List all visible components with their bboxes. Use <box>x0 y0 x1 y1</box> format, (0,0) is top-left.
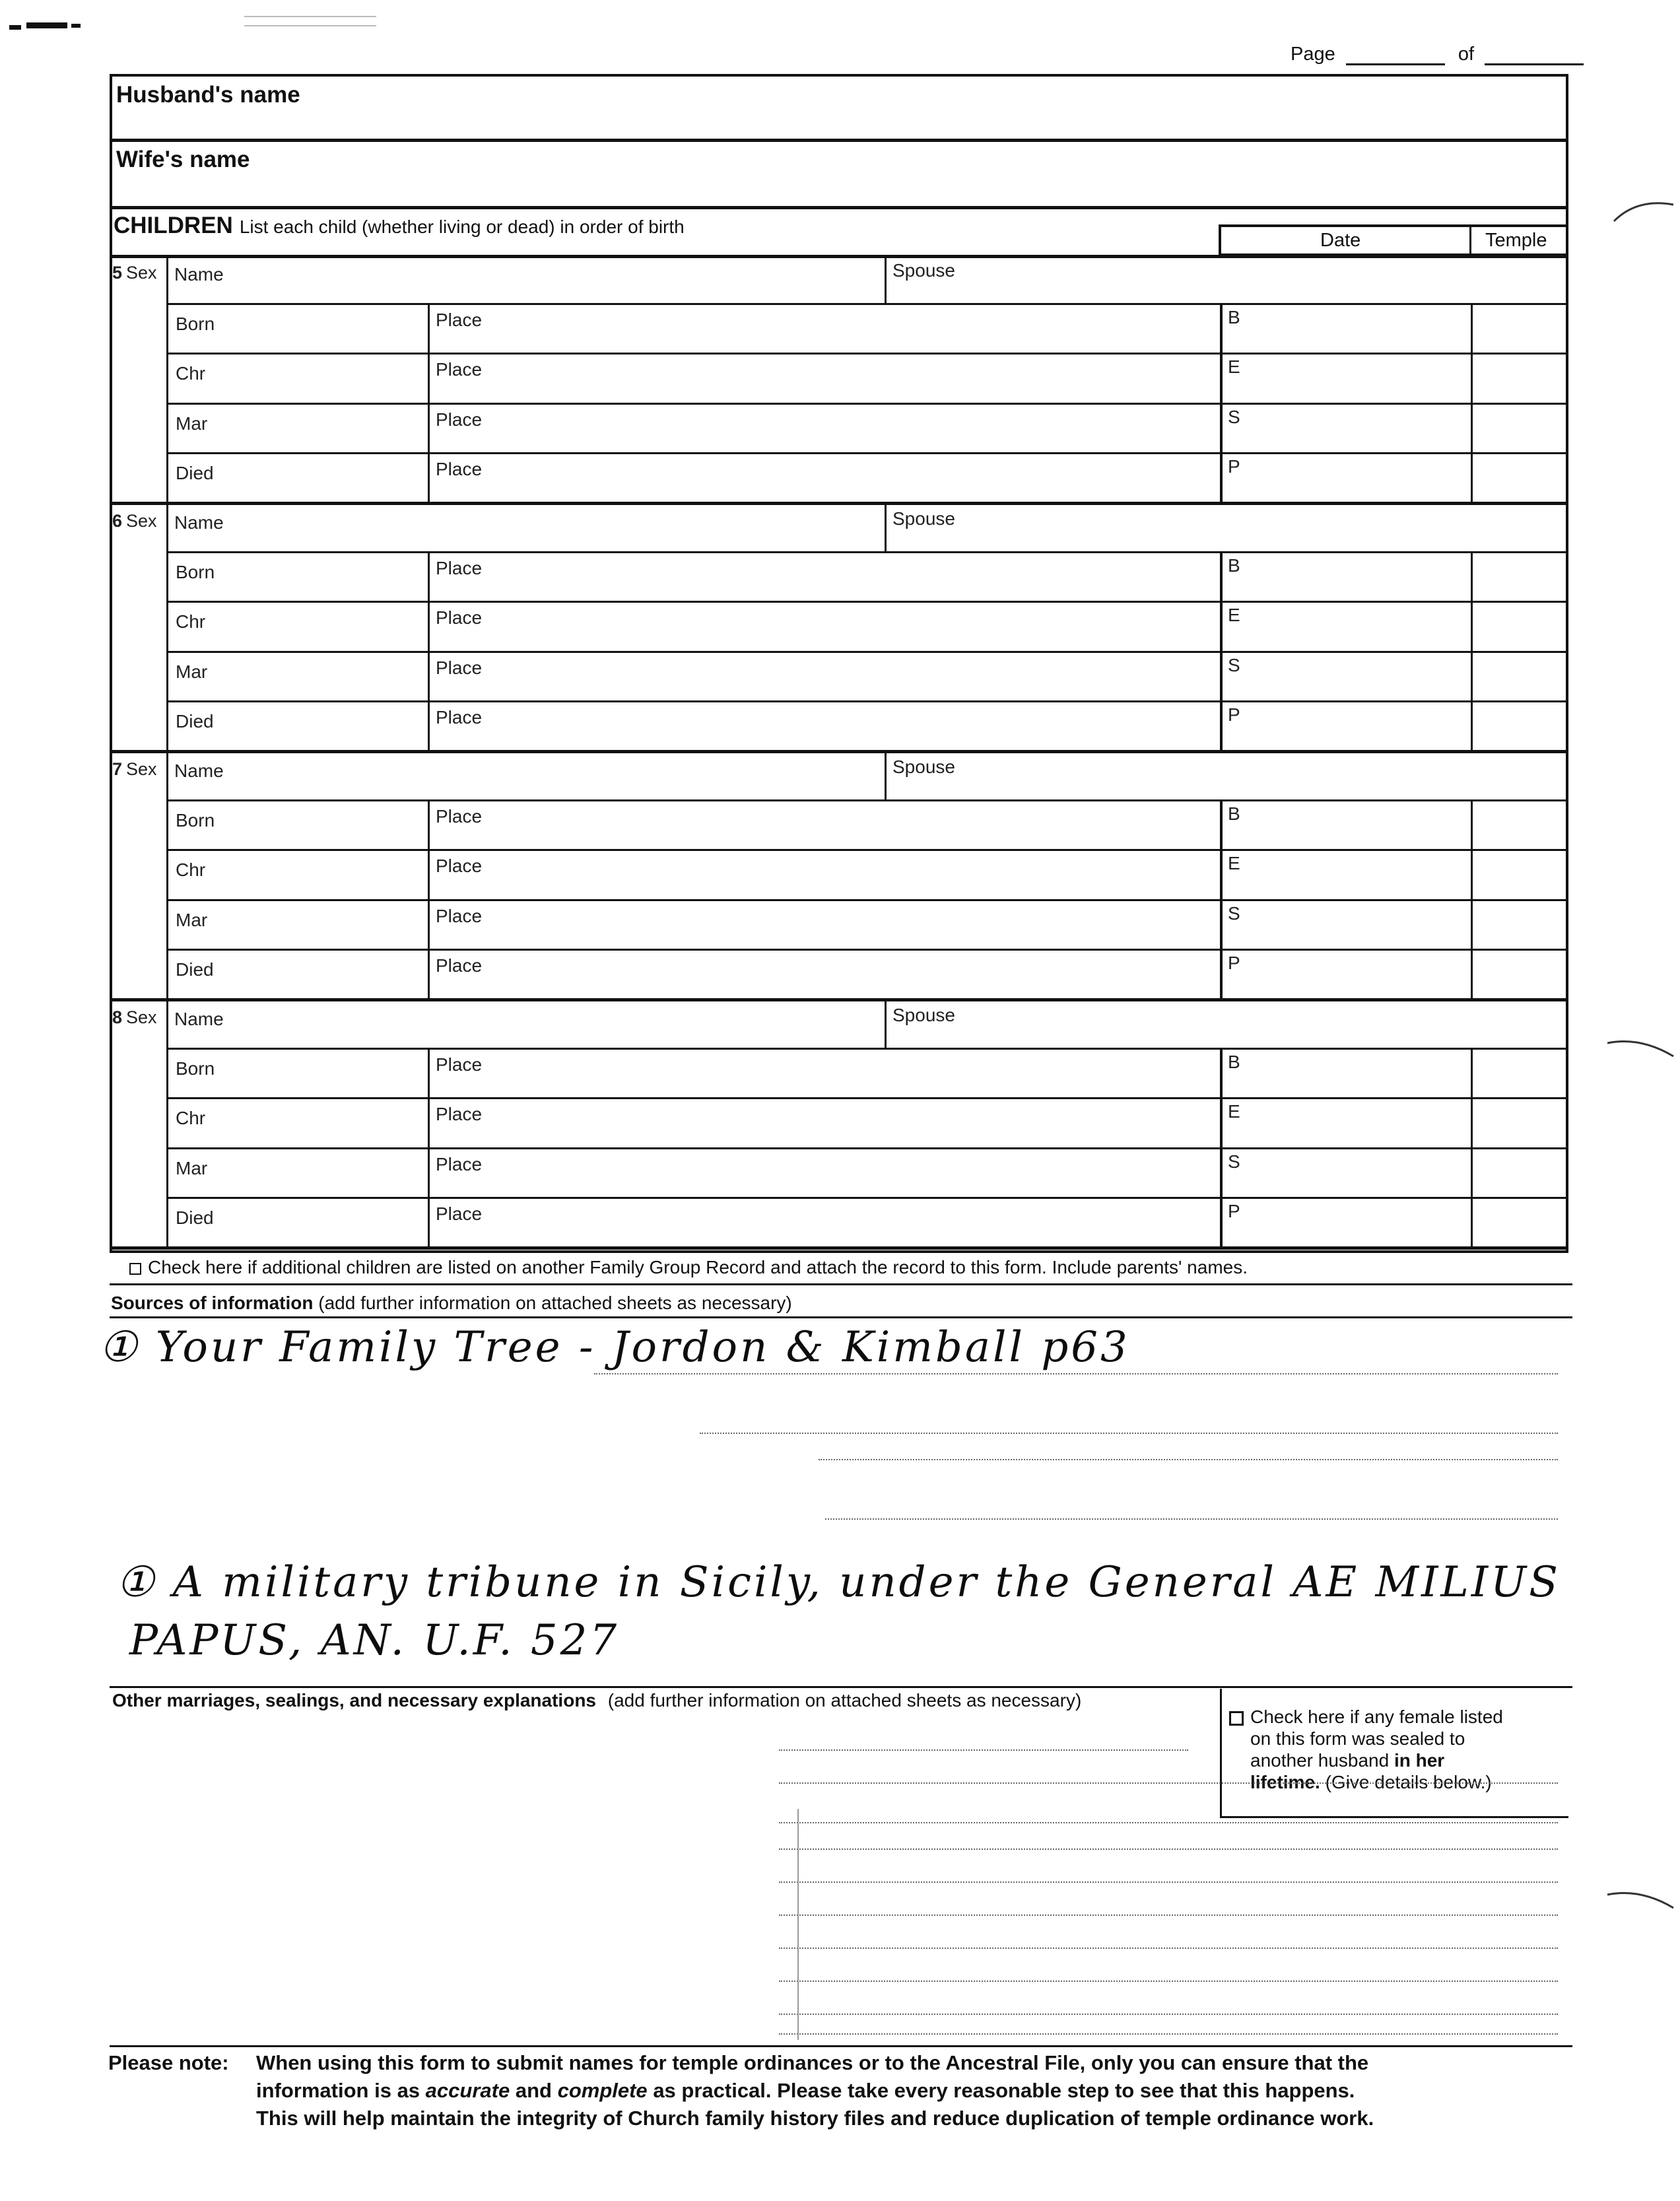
ordinance-date-field[interactable] <box>1246 904 1464 945</box>
sealed-check-text <box>1229 1706 1503 1793</box>
event-label: Born <box>176 562 215 583</box>
source-entry-2-line-2[interactable]: PAPUS, AN. U.F. 527 <box>129 1616 620 1665</box>
place-label: Place <box>436 657 483 678</box>
sex-label: Sex <box>126 263 157 283</box>
place-label: Place <box>436 409 483 430</box>
divider <box>166 353 1568 355</box>
event-label: Born <box>176 314 215 335</box>
ordinance-date-field[interactable] <box>1246 706 1464 746</box>
divider <box>1220 1048 1223 1249</box>
divider <box>428 551 430 753</box>
please-note-line-1: When using this form to submit names for temple ordinances or to the Ancestral File, only you can ensure that the <box>256 2051 1369 2074</box>
event-place-field[interactable] <box>500 904 1213 945</box>
ordinance-date-field[interactable] <box>1246 1102 1464 1143</box>
event-date-field[interactable] <box>246 904 421 945</box>
sex-label: Sex <box>126 511 157 531</box>
spouse-name-field[interactable] <box>977 259 1562 300</box>
other-marriages-label: Other marriages, sealings, and necessary explanations <box>112 1690 596 1710</box>
binder-hole-mark <box>1604 1888 1677 1914</box>
place-label: Place <box>436 359 483 380</box>
divider <box>110 1246 1568 1250</box>
page-number-line <box>1291 44 1584 65</box>
scan-line <box>244 25 376 26</box>
event-date-field[interactable] <box>246 557 421 597</box>
please-note-line-2 <box>256 2077 1374 2105</box>
other-marriages-field[interactable] <box>112 1714 1215 1991</box>
scan-mark <box>26 22 67 28</box>
temple-field[interactable] <box>1476 457 1563 498</box>
temple-field[interactable] <box>1476 557 1563 597</box>
event-date-field[interactable] <box>246 358 421 398</box>
divider <box>166 452 1568 454</box>
divider <box>166 849 1568 851</box>
temple-field[interactable] <box>1476 408 1563 448</box>
spouse-label: Spouse <box>892 508 955 529</box>
child-number-sex[interactable] <box>112 511 157 531</box>
ordinance-date-field[interactable] <box>1246 1053 1464 1093</box>
child-number: 8 <box>112 1007 123 1027</box>
ordinance-letter: E <box>1228 853 1240 874</box>
source-entry-2-line-1[interactable]: ① A military tribune in Sicily, under the General AE MILIUS <box>116 1558 1561 1607</box>
please-note-line-3: This will help maintain the integrity of Church family history files and reduce duplication of temple ordinance work. <box>256 2106 1374 2130</box>
sex-label: Sex <box>126 759 157 779</box>
event-date-field[interactable] <box>246 1202 421 1242</box>
event-date-field[interactable] <box>246 308 421 349</box>
divider <box>1220 303 1223 504</box>
event-place-field[interactable] <box>500 706 1213 746</box>
ordinance-date-field[interactable] <box>1246 805 1464 845</box>
event-place-field[interactable] <box>500 557 1213 597</box>
divider <box>166 303 1568 305</box>
event-place-field[interactable] <box>500 1153 1213 1193</box>
ordinance-letter: P <box>1228 456 1240 477</box>
binder-hole-mark <box>1611 198 1677 224</box>
ordinance-letter: E <box>1228 1101 1240 1122</box>
event-label: Died <box>176 462 214 483</box>
children-title: CHILDREN <box>114 213 233 238</box>
event-date-field[interactable] <box>246 656 421 696</box>
ordinance-date-field[interactable] <box>1246 1153 1464 1193</box>
bleed-line <box>779 1914 1558 1916</box>
temple-column-header: Temple <box>1485 230 1547 251</box>
child-name-field[interactable] <box>246 1003 878 1045</box>
divider <box>1220 799 1223 1001</box>
divider <box>166 949 1568 951</box>
temple-field[interactable] <box>1476 805 1563 845</box>
sealed-check-line-2: on this form was sealed to <box>1250 1728 1465 1749</box>
sources-hint: (add further information on attached sheets as necessary) <box>318 1293 792 1313</box>
temple-field[interactable] <box>1476 854 1563 895</box>
child-name-label: Name <box>174 512 224 533</box>
event-place-field[interactable] <box>500 408 1213 448</box>
please-note-l2e: as practical. Please take every reasonable step to see that this happens. <box>653 2078 1355 2102</box>
divider <box>885 1001 887 1049</box>
temple-field[interactable] <box>1476 358 1563 398</box>
event-date-field[interactable] <box>246 954 421 994</box>
sources-heading <box>111 1293 792 1314</box>
event-date-field[interactable] <box>246 606 421 646</box>
please-note-label: Please note: <box>108 2051 229 2074</box>
event-place-field[interactable] <box>500 805 1213 845</box>
temple-field[interactable] <box>1476 954 1563 994</box>
spouse-label: Spouse <box>892 260 955 281</box>
temple-field[interactable] <box>1476 706 1563 746</box>
additional-children-note <box>129 1257 1248 1278</box>
ordinance-letter: P <box>1228 1200 1240 1221</box>
spouse-label: Spouse <box>892 757 955 777</box>
child-number-sex[interactable] <box>112 263 157 283</box>
ordinance-letter: B <box>1228 307 1240 328</box>
bleed-line <box>594 1373 1558 1374</box>
ordinance-letter: B <box>1228 1052 1240 1073</box>
bleed-line <box>819 1459 1558 1460</box>
event-place-field[interactable] <box>500 457 1213 498</box>
divider <box>166 403 1568 405</box>
place-label: Place <box>436 310 483 331</box>
divider <box>166 753 168 1001</box>
temple-field[interactable] <box>1476 1102 1563 1143</box>
divider <box>1469 224 1471 256</box>
child-name-label: Name <box>174 1009 224 1029</box>
divider <box>1471 1048 1473 1249</box>
event-label: Mar <box>176 909 208 930</box>
divider <box>110 139 1568 142</box>
divider <box>885 504 887 553</box>
event-place-field[interactable] <box>500 854 1213 895</box>
event-date-field[interactable] <box>246 854 421 895</box>
child-number-sex[interactable] <box>112 759 157 780</box>
of-label: of <box>1458 44 1475 65</box>
ordinance-date-field[interactable] <box>1246 656 1464 696</box>
sealed-check-line-3a: another husband <box>1250 1750 1390 1771</box>
temple-field[interactable] <box>1476 1202 1563 1242</box>
divider <box>428 799 430 1001</box>
ordinance-date-field[interactable] <box>1246 457 1464 498</box>
event-place-field[interactable] <box>500 1053 1213 1093</box>
temple-field[interactable] <box>1476 656 1563 696</box>
ordinance-letter: S <box>1228 654 1240 675</box>
place-label: Place <box>436 905 483 926</box>
bleed-line <box>779 1749 1188 1751</box>
sealed-check-line-4a: lifetime. <box>1250 1772 1320 1793</box>
place-label: Place <box>436 806 483 827</box>
divider <box>110 1283 1572 1285</box>
ordinance-letter: E <box>1228 356 1240 378</box>
wife-name-field[interactable] <box>112 170 1564 205</box>
bleed-line <box>797 1809 799 2040</box>
bleed-line <box>779 1981 1558 1982</box>
event-place-field[interactable] <box>500 656 1213 696</box>
ordinance-date-field[interactable] <box>1246 854 1464 895</box>
event-label: Died <box>176 959 214 980</box>
husband-name-label: Husband's name <box>116 82 300 108</box>
bleed-line <box>779 1822 1558 1823</box>
other-marriages-hint: (add further information on attached sheets as necessary) <box>607 1690 1082 1710</box>
divider <box>110 998 1568 1001</box>
divider <box>110 255 1568 258</box>
sealed-female-checkbox[interactable] <box>1229 1711 1244 1726</box>
divider <box>1471 303 1473 504</box>
bleed-line <box>779 1881 1558 1883</box>
sealed-check-line-1: Check here if any female listed <box>1250 1707 1503 1727</box>
ordinance-letter: B <box>1228 803 1240 825</box>
divider <box>428 303 430 504</box>
spouse-name-field[interactable] <box>977 755 1562 797</box>
divider <box>166 504 168 753</box>
divider <box>1471 799 1473 1001</box>
page-label: Page <box>1291 44 1335 65</box>
event-label: Mar <box>176 1157 208 1178</box>
sealed-check-line-4b: (Give details below.) <box>1325 1772 1492 1793</box>
spouse-name-field[interactable] <box>977 1003 1562 1045</box>
divider <box>166 700 1568 702</box>
temple-field[interactable] <box>1476 1153 1563 1193</box>
child-name-label: Name <box>174 264 224 285</box>
place-label: Place <box>436 607 483 628</box>
divider <box>110 502 1568 505</box>
additional-children-text: Check here if additional children are listed on another Family Group Record and attach the record to this form. Include parents' names. <box>148 1257 1248 1277</box>
ordinance-date-field[interactable] <box>1246 308 1464 349</box>
date-column-header: Date <box>1320 230 1361 251</box>
other-marriages-heading <box>112 1690 1081 1711</box>
divider <box>110 1316 1572 1318</box>
ordinance-letter: B <box>1228 555 1240 576</box>
event-label: Born <box>176 1058 215 1079</box>
additional-children-checkbox[interactable] <box>129 1263 141 1275</box>
divider <box>885 256 887 304</box>
child-name-field[interactable] <box>246 259 878 300</box>
temple-field[interactable] <box>1476 308 1563 349</box>
event-date-field[interactable] <box>246 1102 421 1143</box>
bleed-line <box>700 1433 1558 1434</box>
bleed-line <box>779 1947 1558 1949</box>
ordinance-letter: E <box>1228 605 1240 626</box>
child-number-sex[interactable] <box>112 1007 157 1028</box>
sealed-check-line-3b: in her <box>1394 1750 1445 1771</box>
divider <box>166 601 1568 603</box>
event-label: Died <box>176 1207 214 1228</box>
please-note-l2a: information is as <box>256 2078 420 2102</box>
spouse-name-field[interactable] <box>977 507 1562 549</box>
please-note-l2d: complete <box>557 2078 648 2102</box>
temple-field[interactable] <box>1476 1053 1563 1093</box>
place-label: Place <box>436 1203 483 1224</box>
children-heading <box>114 213 685 239</box>
place-label: Place <box>436 955 483 976</box>
place-label: Place <box>436 1153 483 1174</box>
scan-mark <box>71 24 81 28</box>
event-date-field[interactable] <box>246 408 421 448</box>
event-date-field[interactable] <box>246 805 421 845</box>
bleed-line <box>779 1782 1558 1784</box>
temple-field[interactable] <box>1476 606 1563 646</box>
event-place-field[interactable] <box>500 308 1213 349</box>
event-place-field[interactable] <box>500 358 1213 398</box>
divider <box>166 1001 168 1249</box>
event-place-field[interactable] <box>500 606 1213 646</box>
ordinance-letter: S <box>1228 902 1240 924</box>
wife-name-label: Wife's name <box>116 147 250 172</box>
divider <box>166 1197 1568 1199</box>
binder-hole-mark <box>1604 1036 1677 1063</box>
place-label: Place <box>436 1104 483 1125</box>
event-label: Chr <box>176 1108 206 1129</box>
please-note-text <box>256 2049 1374 2132</box>
event-label: Chr <box>176 860 206 881</box>
bleed-line <box>779 2014 1558 2015</box>
ordinance-date-field[interactable] <box>1246 1202 1464 1242</box>
event-date-field[interactable] <box>246 457 421 498</box>
place-label: Place <box>436 558 483 579</box>
scan-mark <box>9 25 21 30</box>
bleed-line <box>825 1518 1558 1520</box>
divider <box>166 651 1568 653</box>
divider <box>110 2045 1572 2047</box>
spouse-label: Spouse <box>892 1005 955 1025</box>
ordinance-letter: S <box>1228 406 1240 427</box>
ordinance-date-field[interactable] <box>1246 358 1464 398</box>
page-total-field[interactable] <box>1485 63 1584 65</box>
ordinance-date-field[interactable] <box>1246 606 1464 646</box>
ordinance-letter: S <box>1228 1151 1240 1172</box>
ordinance-date-field[interactable] <box>1246 557 1464 597</box>
divider <box>1471 551 1473 753</box>
child-name-label: Name <box>174 761 224 781</box>
ordinance-date-field[interactable] <box>1246 408 1464 448</box>
child-name-field[interactable] <box>246 755 878 797</box>
bleed-line <box>779 2033 1558 2035</box>
child-number: 5 <box>112 263 123 283</box>
event-label: Born <box>176 810 215 831</box>
event-label: Chr <box>176 363 206 384</box>
divider <box>166 1097 1568 1099</box>
event-date-field[interactable] <box>246 1053 421 1093</box>
please-note-l2b: accurate <box>425 2078 510 2102</box>
event-label: Died <box>176 710 214 731</box>
bleed-line <box>779 1848 1558 1850</box>
place-label: Place <box>436 1054 483 1075</box>
children-instruction: List each child (whether living or dead) in order of birth <box>239 217 685 237</box>
please-note-l2c: and <box>515 2078 552 2102</box>
child-number: 6 <box>112 511 123 531</box>
event-place-field[interactable] <box>500 954 1213 994</box>
page-number-field[interactable] <box>1346 63 1445 65</box>
place-label: Place <box>436 856 483 877</box>
event-date-field[interactable] <box>246 1153 421 1193</box>
child-number: 7 <box>112 759 123 779</box>
divider <box>885 753 887 801</box>
sources-label: Sources of information <box>111 1293 314 1313</box>
source-entry-1[interactable]: ① Your Family Tree - Jordon & Kimball p63 <box>99 1323 1130 1372</box>
event-date-field[interactable] <box>246 706 421 746</box>
divider <box>166 551 1568 553</box>
event-label: Mar <box>176 661 208 682</box>
divider <box>166 799 1568 801</box>
ordinance-date-field[interactable] <box>1246 954 1464 994</box>
divider <box>166 1048 1568 1050</box>
divider <box>110 750 1568 753</box>
divider <box>110 206 1568 209</box>
event-place-field[interactable] <box>500 1102 1213 1143</box>
ordinance-letter: P <box>1228 952 1240 973</box>
husband-name-field[interactable] <box>112 106 1564 137</box>
divider <box>166 1147 1568 1149</box>
temple-field[interactable] <box>1476 904 1563 945</box>
sex-label: Sex <box>126 1007 157 1027</box>
place-label: Place <box>436 706 483 728</box>
divider <box>166 899 1568 901</box>
scan-line <box>244 16 376 17</box>
event-place-field[interactable] <box>500 1202 1213 1242</box>
divider <box>110 1686 1572 1688</box>
divider <box>166 256 168 504</box>
child-name-field[interactable] <box>246 507 878 549</box>
ordinance-letter: P <box>1228 704 1240 725</box>
divider <box>428 1048 430 1249</box>
event-label: Mar <box>176 413 208 434</box>
divider <box>1220 551 1223 753</box>
event-label: Chr <box>176 611 206 632</box>
place-label: Place <box>436 458 483 479</box>
